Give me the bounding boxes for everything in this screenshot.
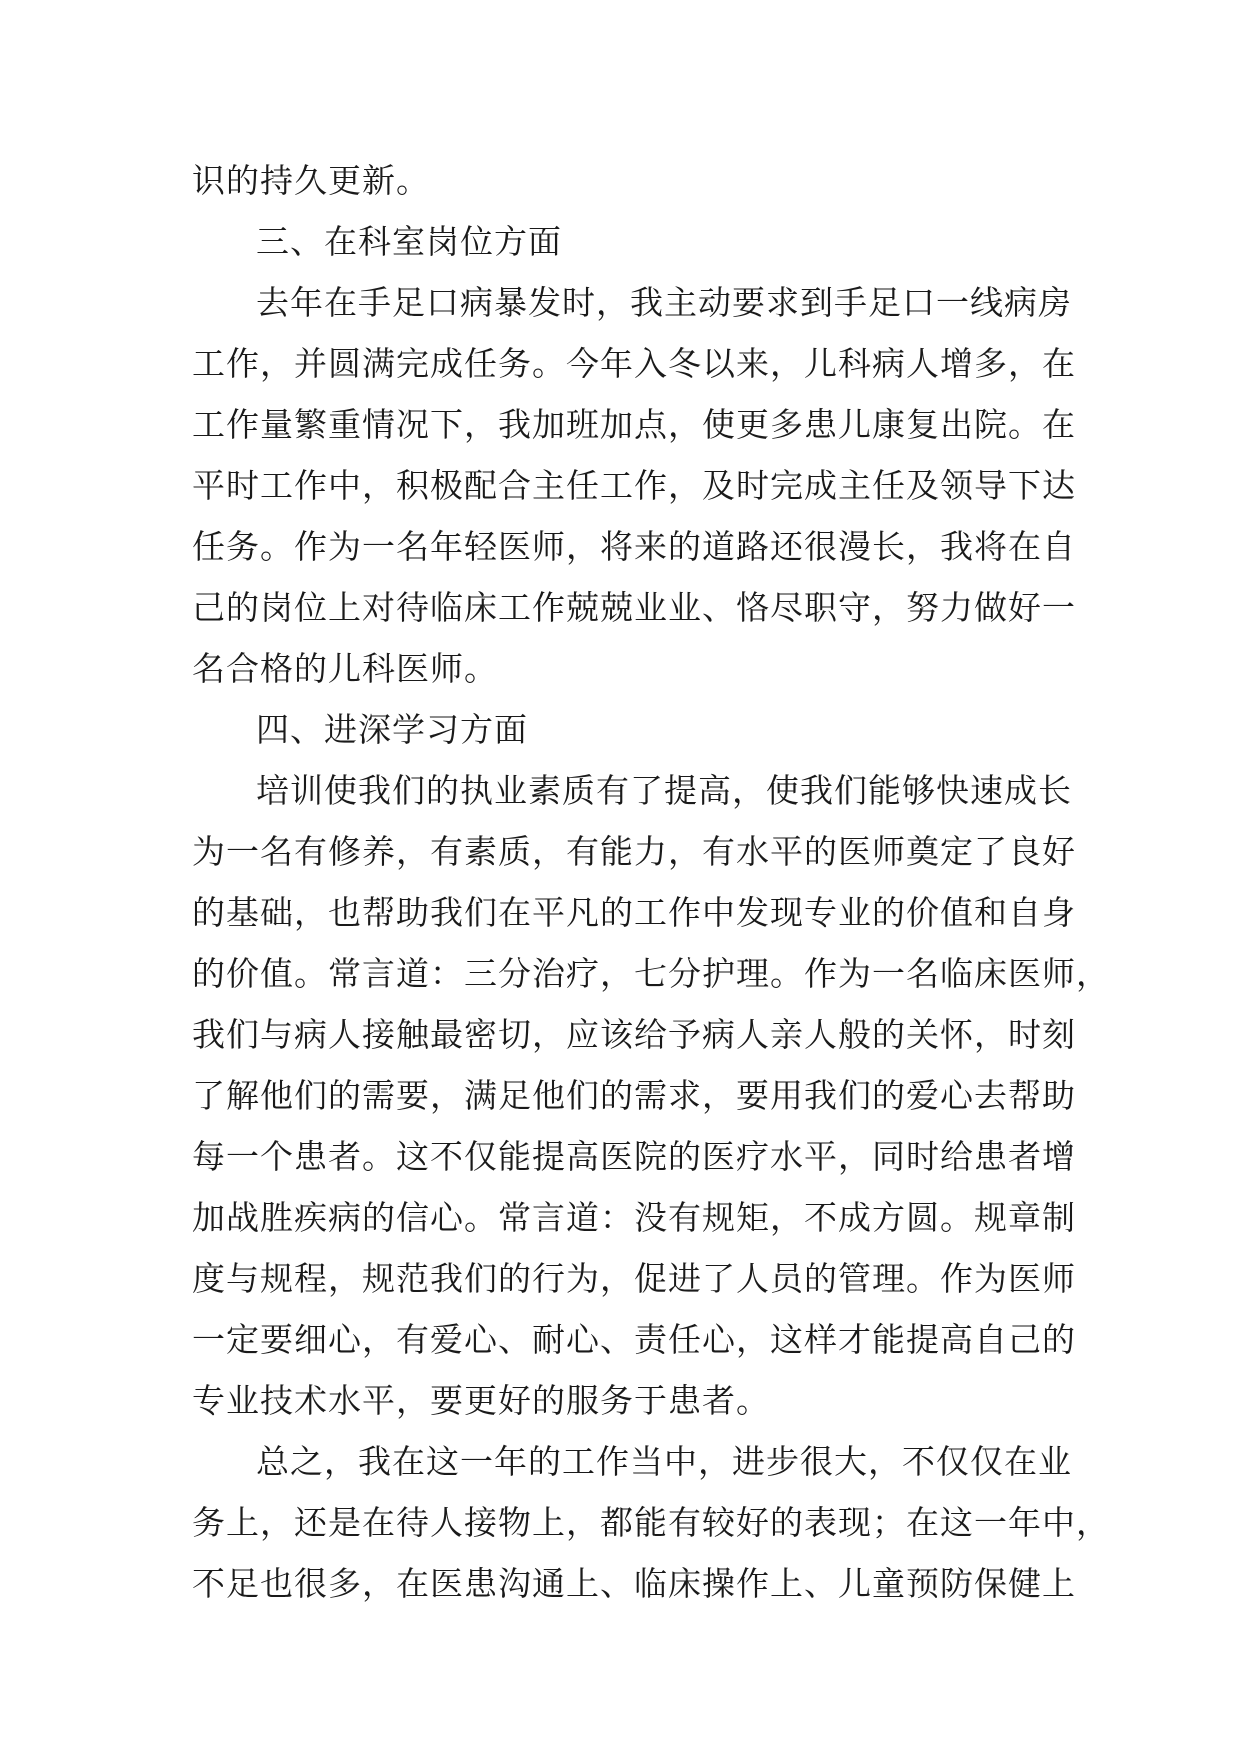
text-line: 工作量繁重情况下，我加班加点，使更多患儿康复出院。在 <box>192 405 1076 444</box>
text-line: 培训使我们的执业素质有了提高，使我们能够快速成长 <box>256 771 1072 810</box>
text-line: 的价值。常言道：三分治疗，七分护理。作为一名临床医师， <box>192 954 1110 993</box>
text-line: 度与规程，规范我们的行为，促进了人员的管理。作为医师 <box>192 1259 1076 1298</box>
text-line: 三、在科室岗位方面 <box>256 222 562 261</box>
text-line: 己的岗位上对待临床工作兢兢业业、恪尽职守，努力做好一 <box>192 588 1076 627</box>
text-line: 了解他们的需要，满足他们的需求，要用我们的爱心去帮助 <box>192 1076 1076 1115</box>
document-body <box>192 150 1110 1614</box>
text-line: 加战胜疾病的信心。常言道：没有规矩，不成方圆。规章制 <box>192 1198 1076 1237</box>
text-line: 的基础，也帮助我们在平凡的工作中发现专业的价值和自身 <box>192 893 1076 932</box>
text-line: 专业技术水平，要更好的服务于患者。 <box>192 1381 770 1420</box>
text-line: 工作，并圆满完成任务。今年入冬以来，儿科病人增多，在 <box>192 344 1076 383</box>
text-line: 一定要细心，有爱心、耐心、责任心，这样才能提高自己的 <box>192 1320 1076 1359</box>
text-line: 名合格的儿科医师。 <box>192 649 498 688</box>
text-line: 我们与病人接触最密切，应该给予病人亲人般的关怀，时刻 <box>192 1015 1076 1054</box>
text-line: 总之，我在这一年的工作当中，进步很大，不仅仅在业 <box>256 1442 1072 1481</box>
text-line: 识的持久更新。 <box>192 161 430 200</box>
text-line: 平时工作中，积极配合主任工作，及时完成主任及领导下达 <box>192 466 1076 505</box>
text-line: 任务。作为一名年轻医师，将来的道路还很漫长，我将在自 <box>192 527 1076 566</box>
text-line: 每一个患者。这不仅能提高医院的医疗水平，同时给患者增 <box>192 1137 1076 1176</box>
text-line: 不足也很多，在医患沟通上、临床操作上、儿童预防保健上 <box>192 1564 1076 1603</box>
text-line: 为一名有修养，有素质，有能力，有水平的医师奠定了良好 <box>192 832 1076 871</box>
text-line: 务上，还是在待人接物上，都能有较好的表现；在这一年中， <box>192 1503 1110 1542</box>
text-line: 去年在手足口病暴发时，我主动要求到手足口一线病房 <box>256 283 1072 322</box>
text-line: 四、进深学习方面 <box>256 710 528 749</box>
